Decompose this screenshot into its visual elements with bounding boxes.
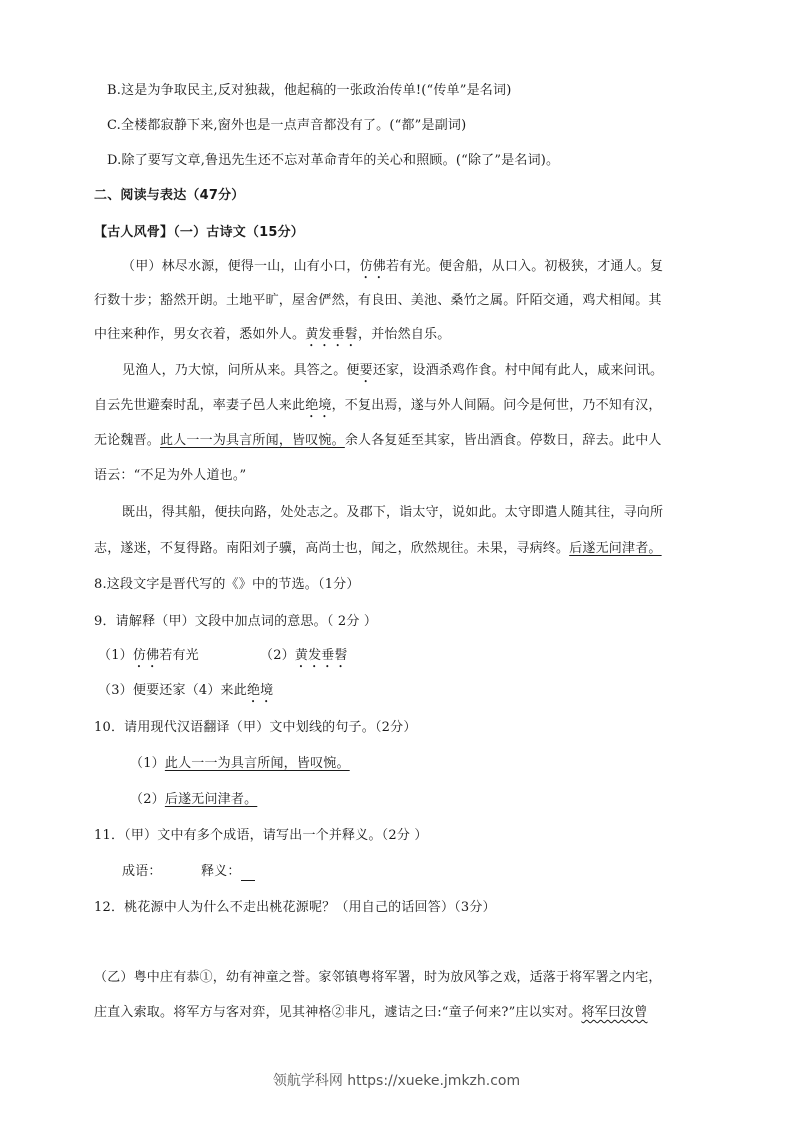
emphasized-word: 黄发垂髫: [294, 648, 348, 663]
question-10-item-1: [130, 755, 350, 773]
underlined-sentence: 此人一一为具言所闻，皆叹惋。: [164, 756, 350, 771]
question-9-item-2: [260, 647, 348, 671]
emphasized-word: 仿佛: [132, 648, 160, 663]
question-10: 10．请用现代汉语翻译（甲）文中划线的句子。（2分）: [94, 720, 417, 735]
text: 余人各复延至其家，皆出酒食。停数日，辞去。此中人: [344, 433, 662, 448]
passage-jia-line: [122, 362, 663, 386]
question-10-item-2: [130, 791, 257, 809]
option-d: D.除了要写文章,鲁迅先生还不忘对革命青年的关心和照顾。(“除了”是名词)。: [107, 153, 560, 168]
text: （甲）林尽水源，便得一山，山有小口，: [122, 259, 360, 274]
text: 若有光。便舍船，从口入。初极狭，才通人。复: [386, 259, 664, 274]
emphasized-word: 黄发垂髫: [305, 327, 359, 342]
text: ，并怡然自乐。: [358, 327, 451, 342]
underlined-sentence: 此人一一为具言所闻，皆叹惋。: [160, 433, 345, 448]
label: （4）来此: [185, 683, 247, 698]
label: 释义：: [201, 864, 241, 879]
emphasized-word: 仿佛: [359, 259, 387, 274]
question-8: 8.这段文字是晋代写的《》中的节选。（1分）: [94, 577, 360, 592]
passage-jia-line: [94, 432, 662, 450]
wavy-underlined-text: 将军曰汝曾: [581, 1005, 648, 1020]
question-11: 11．（甲）文中有多个成语，请写出一个并释义。（2分 ）: [94, 828, 428, 843]
underlined-sentence: 后遂无问津者。: [164, 792, 258, 807]
question-11-meaning: [201, 863, 255, 881]
question-9-items-3-4: [98, 682, 273, 706]
passage-yi-line: （乙）粤中庄有恭①，幼有神童之誉。家邻镇粤将军署，时为放风筝之戏，适落于将军署之内宅，: [94, 970, 662, 985]
option-c: C.全楼都寂静下来,窗外也是一点声音都没有了。(“都”是副词): [107, 118, 467, 133]
text: 若有光: [159, 648, 199, 663]
text: 还家，设酒杀鸡作食。村中闻有此人，咸来问讯。: [372, 363, 664, 378]
passage-jia-line: 语云：“不足为外人道也。”: [94, 468, 247, 483]
question-9-item-1: [98, 647, 199, 671]
passage-jia-line: [122, 258, 663, 282]
passage-jia-line: 既出，得其船，便扶向路，处处志之。及郡下，诣太守，说如此。太守即遣人随其往，寻向所: [122, 505, 664, 520]
text: 无论魏晋。: [94, 433, 161, 448]
text: 见渔人，乃大惊，问所从来。具答之。便: [122, 363, 360, 378]
footer-watermark: 领航学科网 https://xueke.jmkzh.com: [272, 1073, 521, 1089]
question-11-idiom-label: 成语：: [122, 864, 162, 879]
section-title: 二、阅读与表达（47分）: [94, 188, 245, 203]
text: 中往来种作，男女衣着，悉如外人。: [94, 327, 306, 342]
label: （1）: [130, 756, 165, 771]
question-9: 9．请解释（甲）文段中加点词的意思。（ 2分 ）: [94, 614, 378, 629]
passage-jia-line: [94, 326, 450, 350]
option-b: B.这是为争取民主,反对独裁，他起稿的一张政治传单!(“传单”是名词): [107, 83, 512, 98]
text: 还家: [159, 683, 186, 698]
label: （3）: [98, 683, 133, 698]
underlined-sentence: 后遂无问津者。: [569, 541, 662, 556]
passage-jia-line: 行数十步；豁然开朗。土地平旷，屋舍俨然，有良田、美池、桑竹之属。阡陌交通，鸡犬相闻。其: [94, 293, 662, 308]
emphasized-word: 绝境: [305, 398, 332, 413]
text: ，不复出焉，遂与外人间隔。问今是何世，乃不知有汉，: [331, 398, 662, 413]
label: （1）: [98, 648, 133, 663]
label: （2）: [130, 792, 165, 807]
label: （2）: [260, 648, 295, 663]
passage-jia-line: [94, 540, 662, 558]
text: 便要: [132, 683, 160, 698]
answer-blank[interactable]: [241, 866, 255, 881]
passage-jia-line: [94, 397, 662, 421]
passage-yi-line: [94, 1004, 647, 1022]
section-subtitle: 【古人风骨】（一）古诗文（15分）: [94, 225, 304, 240]
text: 自云先世避秦时乱，率妻子邑人来此: [94, 398, 306, 413]
question-12: 12．桃花源中人为什么不走出桃花源呢？（用自己的话回答）（3分）: [94, 900, 496, 915]
emphasized-word: 要: [359, 363, 373, 378]
text: 庄直入索取。将军方与客对弈，见其神格②非凡，遽诘之曰:“童子何来?”庄以实对。: [94, 1005, 582, 1020]
text: 志，遂迷，不复得路。南阳刘子骥，高尚士也，闻之，欣然规往。未果，寻病终。: [94, 541, 570, 556]
emphasized-word: 绝境: [246, 683, 274, 698]
